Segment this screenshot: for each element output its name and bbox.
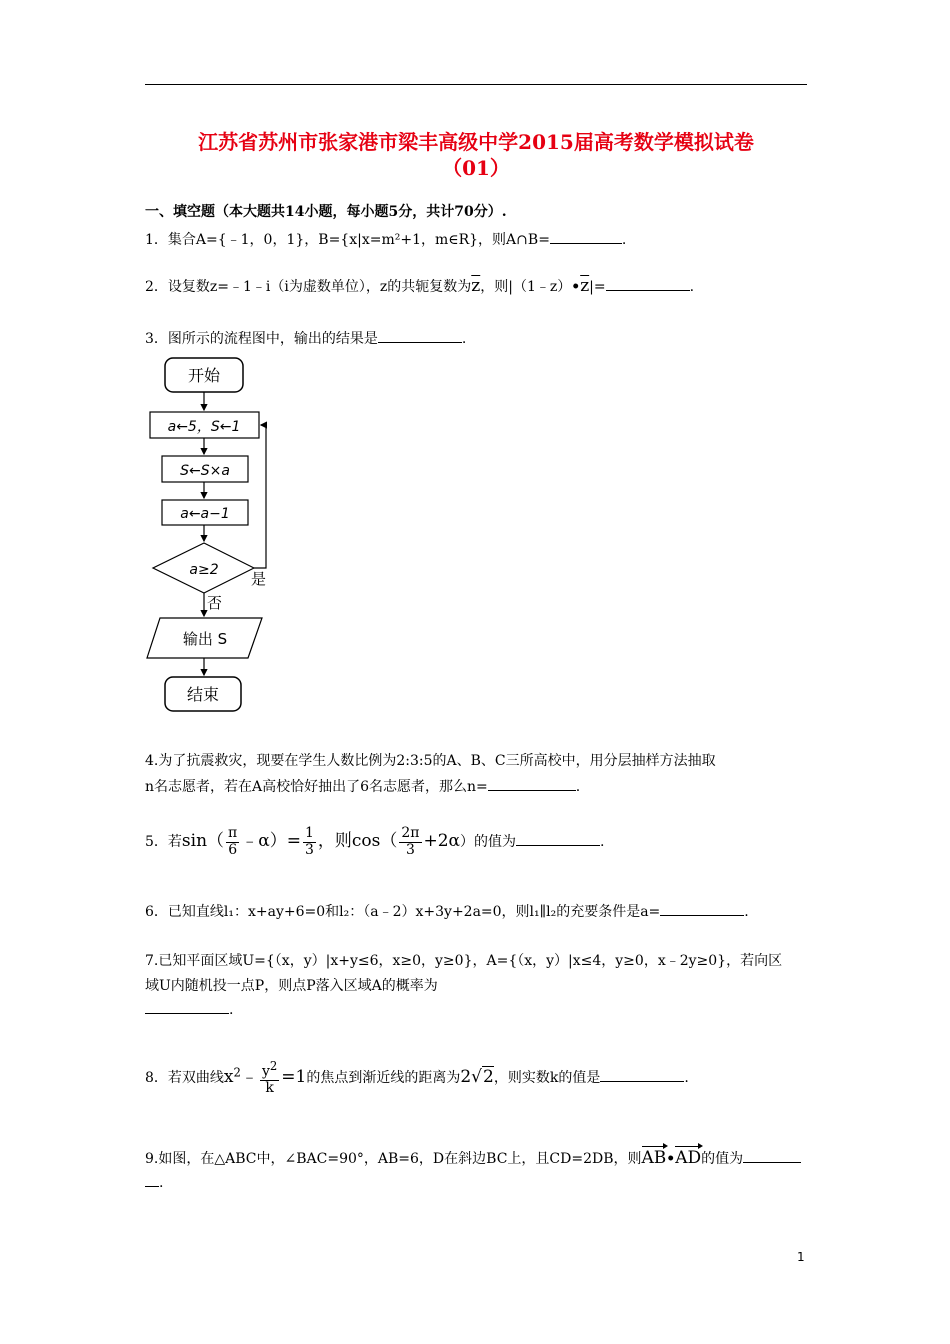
question-8: 8．若双曲线$x^2﹣$ $\frac{y^2}{k}$ =1的焦点到渐近线的距离为2√2，则实数k的值是 . — [145, 1059, 689, 1097]
flowchart — [140, 350, 290, 720]
init-label: a←5，S←1 — [167, 419, 241, 435]
section-heading: 一、填空题（本大题共14小题，每小题5分，共计70分）. — [145, 204, 507, 220]
vector-ad: AD — [675, 1148, 702, 1168]
title-line-2: （01） — [442, 156, 510, 180]
answer-blank — [660, 903, 744, 916]
question-7-line-1: 7.已知平面区域U={（x，y）|x+y≤6，x≥0，y≥0}，A={（x，y）|x≤4，y≥0，x﹣2y≥0}，若向区 — [145, 953, 783, 969]
no-label: 否 — [207, 594, 223, 612]
question-2-text: 2．设复数z=﹣1﹣i（i为虚数单位），z的共轭复数为 — [145, 279, 472, 295]
question-6: 6．已知直线l₁：x+ay+6=0和l₂：（a﹣2）x+3y+2a=0，则l₁∥l₂的充要条件是a= . — [145, 904, 749, 920]
answer-blank — [743, 1150, 801, 1163]
loop-back-line — [254, 425, 266, 568]
question-9: 9.如图，在△ABC中，∠BAC=90°，AB=6，D在斜边BC上，且CD=2DB，则AB•AD的值为 — [145, 1148, 801, 1168]
header-rule — [145, 84, 807, 85]
question-3-text: 3．图所示的流程图中，输出的结果是 — [145, 331, 378, 347]
start-label: 开始 — [187, 366, 221, 385]
question-2: 2．设复数z=﹣1﹣i（i为虚数单位），z的共轭复数为$\overline{z}$，则$|(1﹣z)•\overline{z}|=$ . — [145, 276, 695, 296]
answer-blank — [550, 231, 622, 244]
vector-ab: AB — [641, 1148, 667, 1168]
conjugate-z: $\overline{z}$ — [471, 276, 481, 296]
title-line-1: 江苏省苏州市张家港市梁丰高级中学2015届高考数学模拟试卷 — [198, 130, 754, 154]
answer-blank — [516, 833, 600, 846]
question-9-continued: . — [145, 1174, 163, 1191]
question-3: 3．图所示的流程图中，输出的结果是 . — [145, 331, 467, 347]
decrement-label: a←a−1 — [180, 506, 230, 522]
question-4-line-2: n名志愿者，若在A高校恰好抽出了6名志愿者，那么n= . — [145, 779, 581, 795]
question-7-line-2: 域U内随机投一点P，则点P落入区域A的概率为 — [145, 978, 438, 994]
answer-blank-continued — [145, 1174, 159, 1187]
condition-label: a≥2 — [189, 562, 219, 578]
answer-blank — [145, 1001, 229, 1014]
multiply-label: S←S×a — [180, 463, 230, 479]
question-7-answer: . — [145, 1001, 233, 1018]
question-1-text: 1．集合A={﹣1，0，1}，B={x|x=m²+1，m∈R}，则A∩B= — [145, 232, 550, 248]
yes-label: 是 — [251, 570, 267, 588]
output-label: 输出 S — [182, 630, 228, 648]
question-4-line-1: 4.为了抗震救灾，现要在学生人数比例为2:3:5的A、B、C三所高校中，用分层抽样方法抽取 — [145, 753, 716, 769]
answer-blank — [600, 1069, 684, 1082]
answer-blank — [488, 778, 576, 791]
conjugate-z-2: $\overline{z}$ — [580, 276, 590, 296]
question-5: 5．若sin（ $\frac{\pi}{6}$ ﹣α）= $\frac{1}{3}$ ，则cos（ $\frac{2\pi}{3}$ +2α）的值为 . — [145, 825, 605, 858]
answer-blank — [378, 330, 462, 343]
answer-blank — [606, 278, 690, 291]
page-number: 1 — [797, 1250, 805, 1264]
end-label: 结束 — [186, 685, 220, 704]
question-1: 1．集合A={﹣1，0，1}，B={x|x=m²+1，m∈R}，则A∩B= . — [145, 232, 627, 248]
